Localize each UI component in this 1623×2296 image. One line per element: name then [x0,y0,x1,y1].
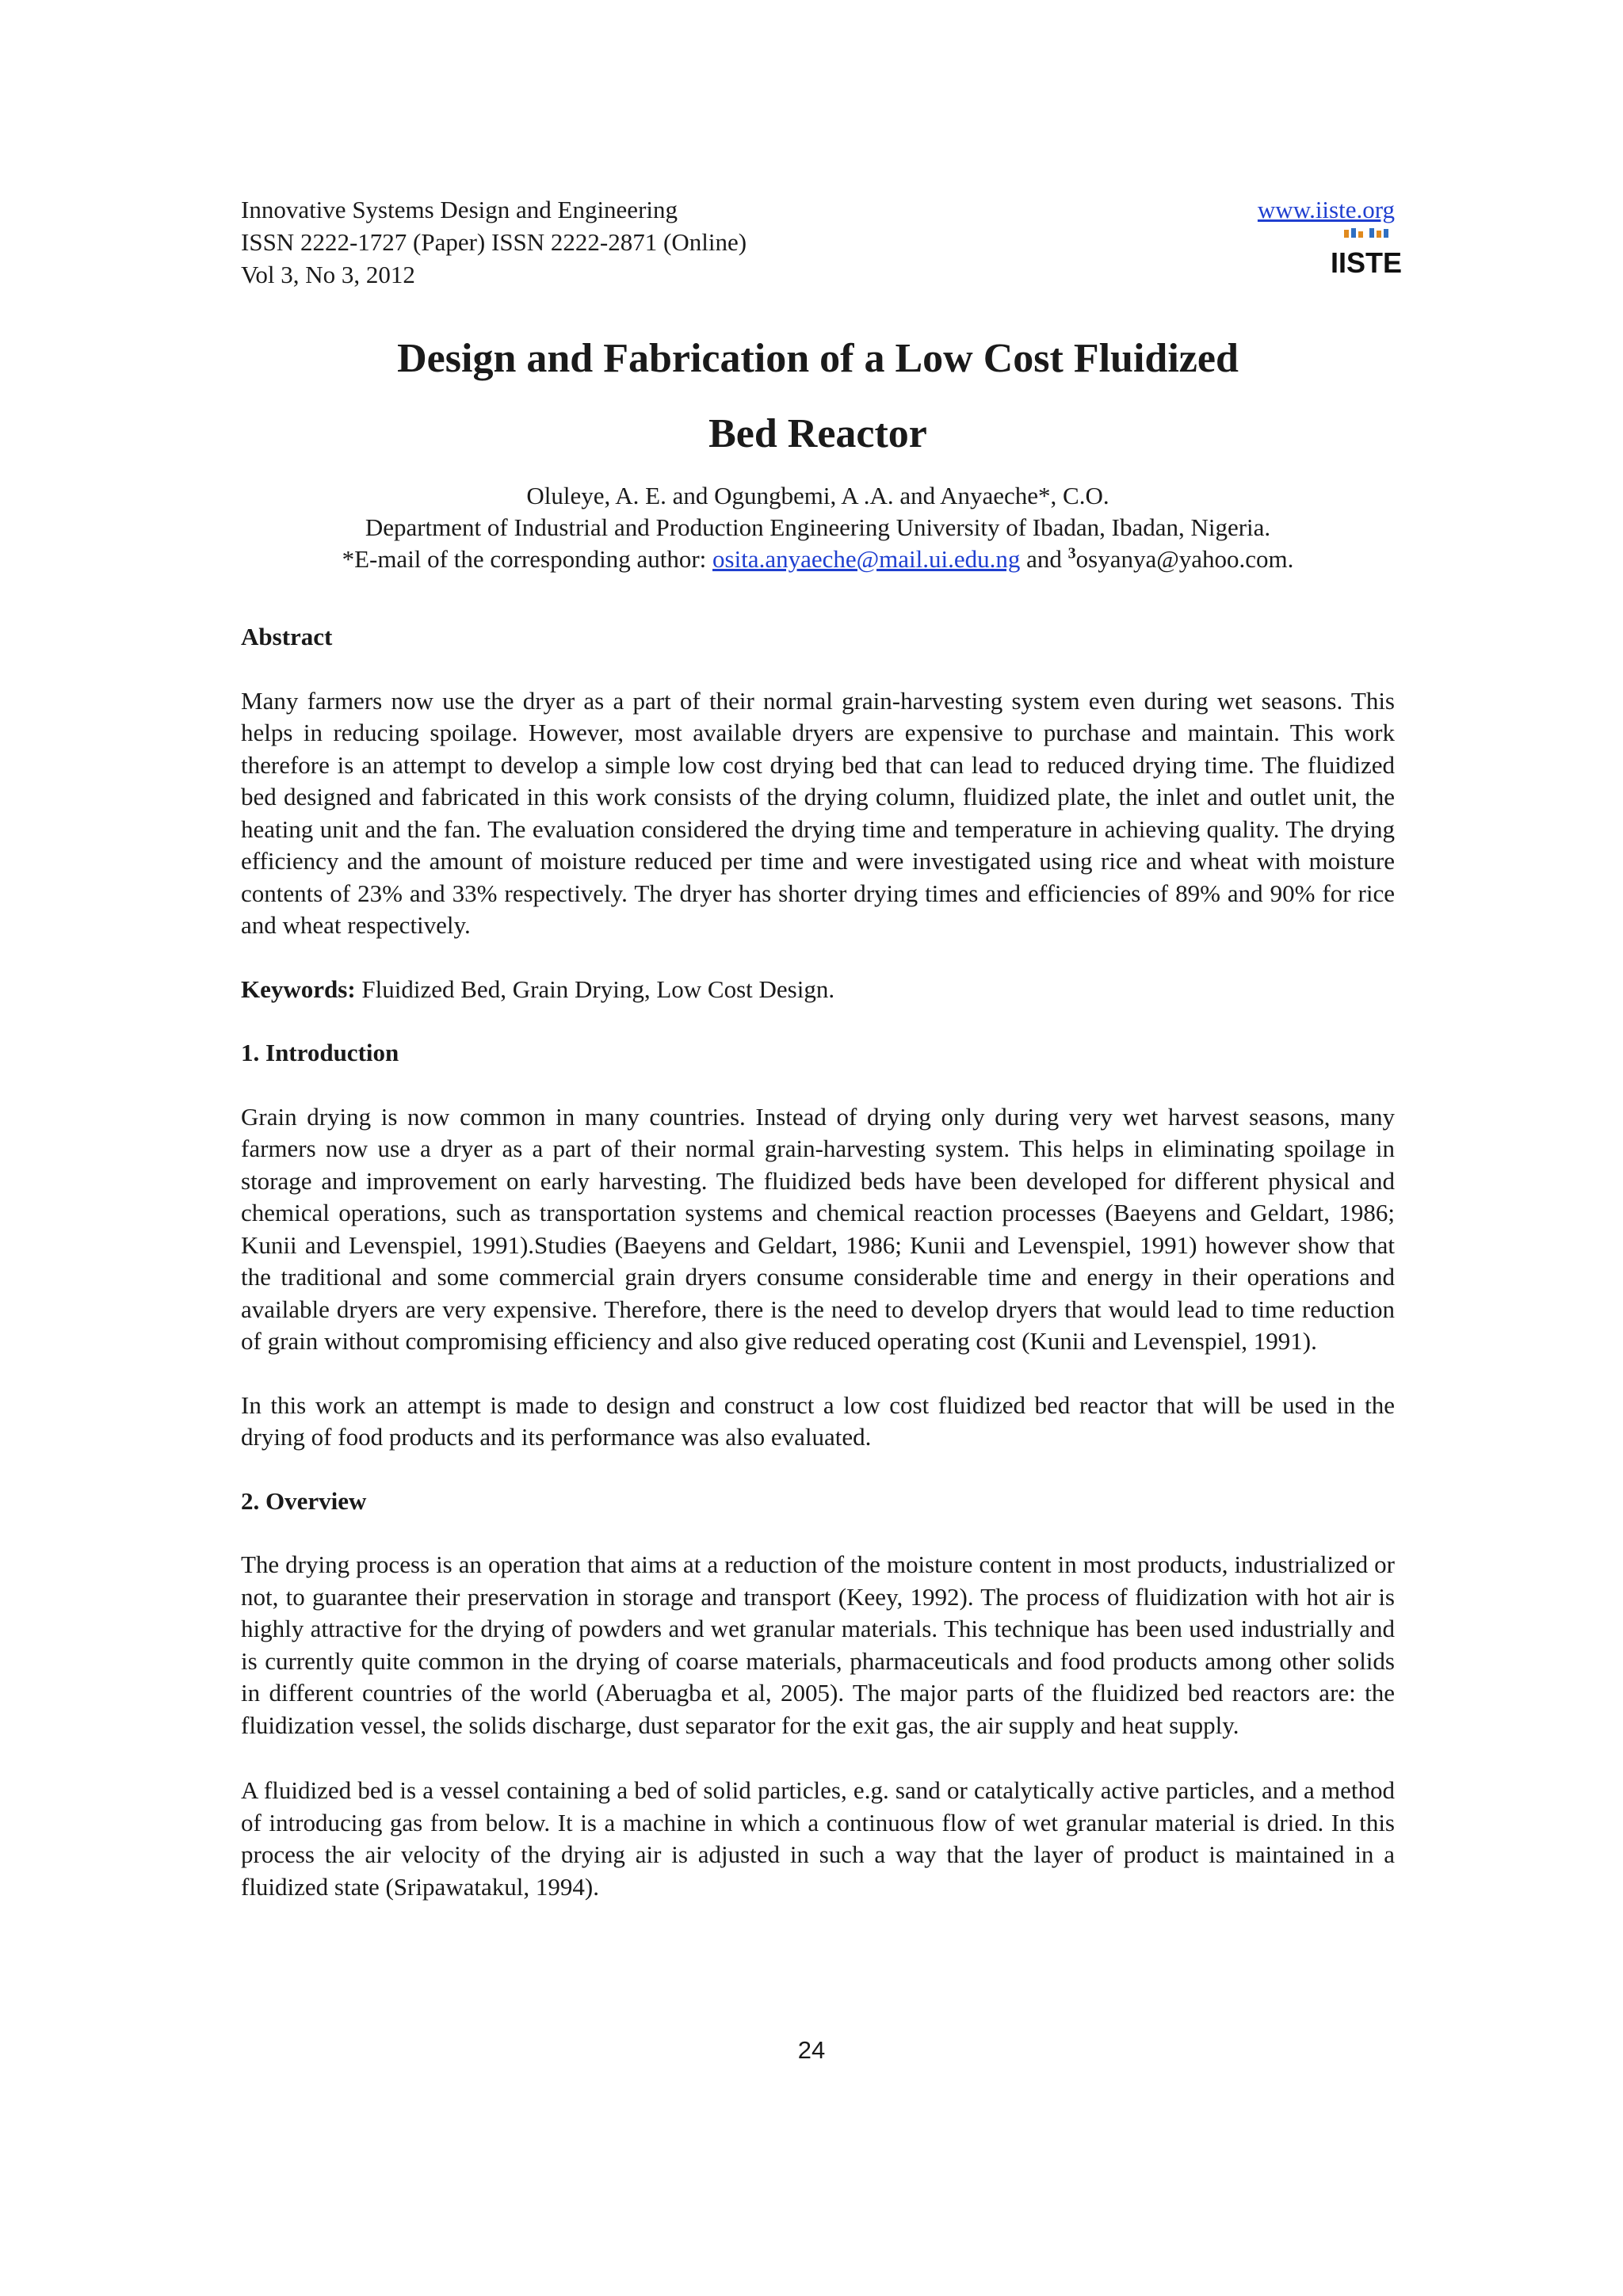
overview-paragraph-1: The drying process is an operation that aims at a reduction of the moisture content in most products, industrialized or not, to guarantee their preservation in storage and transport (Keey, 1992). The process of fluidization with hot air is highly attractive for the drying of powders and wet granular materials. This technique has been used industrially and is currently quite common in the drying of coarse materials, pharmaceuticals and food products among other solids in different countries of the world (Aberuagba et al, 2005). The major parts of the fluidized bed reactors are: the fluidization vessel, the solids discharge, dust separator for the exit gas, the air supply and heat supply. [241,1550,1395,1739]
author-names: Oluleye, A. E. and Ogungbemi, A .A. and Anyaeche*, C.O. [526,482,1109,509]
author-emails [241,543,1395,575]
author-affiliation: Department of Industrial and Production Engineering University of Ibadan, Ibadan, Nigeria. [365,513,1271,541]
email-link-1[interactable]: osita.anyaeche@mail.ui.edu.ng [712,545,1021,573]
iiste-logo-icon [1330,228,1403,285]
logo-text: IISTE [1330,246,1403,279]
journal-url-link[interactable]: www.iiste.org [1257,196,1395,223]
journal-header [241,193,1403,288]
abstract-heading: Abstract [241,623,333,650]
keywords [241,974,1395,1006]
journal-info [241,193,747,291]
email-2: osyanya@yahoo.com. [1075,545,1294,573]
page-number: 24 [797,2036,826,2064]
keywords-text: Fluidized Bed, Grain Drying, Low Cost Design. [355,974,835,1003]
abstract-text: Many farmers now use the dryer as a part of their normal grain-harvesting system even during wet seasons. This helps in reducing spoilage. However, most available dryers are expensive to purchase and maintain. This work therefore is an attempt to develop a simple low cost drying bed that can lead to reduced drying time. The fluidized bed designed and fabricated in this work consists of the drying column, fluidized plate, the inlet and outlet unit, the heating unit and the fan. The evaluation considered the drying time and temperature in achieving quality. The drying efficiency and the amount of moisture reduced per time and were investigated using rice and wheat with moisture contents of 23% and 33% respectively. The dryer has shorter drying times and efficiencies of 89% and 90% for rice and wheat respectively. [241,686,1395,939]
title-line-1: Design and Fabrication of a Low Cost Fluidized [397,336,1239,381]
author-block [241,480,1395,575]
section-heading-introduction: 1. Introduction [241,1039,399,1066]
email-superscript: 3 [1067,544,1076,563]
keywords-label: Keywords: [241,974,356,1003]
section-heading-overview: 2. Overview [241,1486,367,1515]
paper-title [241,321,1395,471]
journal-name: Innovative Systems Design and Engineering [241,196,678,223]
paper-body [241,621,1395,1903]
email-joiner: and [1020,545,1068,573]
journal-volume: Vol 3, No 3, 2012 [241,261,415,288]
intro-paragraph-2: In this work an attempt is made to design and construct a low cost fluidized bed reactor that will be used in the drying of food products and its performance was also evaluated. [241,1390,1395,1451]
overview-paragraph-2: A fluidized bed is a vessel containing a bed of solid particles, e.g. sand or catalytically active particles, and a method of introducing gas from below. It is a machine in which a continuous flow of wet granular material is dried. In this process the air velocity of the drying air is adjusted in such a way that the layer of product is maintained in a fluidized state (Sripawatakul, 1994). [241,1776,1395,1901]
journal-issn: ISSN 2222-1727 (Paper) ISSN 2222-2871 (Online) [241,228,747,256]
email-prefix: *E-mail of the corresponding author: [342,545,713,573]
intro-paragraph-1: Grain drying is now common in many countries. Instead of drying only during very wet harvest seasons, many farmers now use a dryer as a part of their normal grain-harvesting system. This helps in eliminating spoilage in storage and improvement on early harvesting. The fluidized beds have been developed for different physical and chemical operations, such as transportation systems and chemical reaction processes (Baeyens and Geldart, 1986; Kunii and Levenspiel, 1991).Studies (Baeyens and Geldart, 1986; Kunii and Levenspiel, 1991) however show that the traditional and some commercial grain dryers consume considerable time and energy in their operations and available dryers are very expensive. Therefore, there is the need to develop dryers that would lead to time reduction of grain without compromising efficiency and also give reduced operating cost (Kunii and Levenspiel, 1991). [241,1102,1395,1355]
title-line-2: Bed Reactor [708,411,927,456]
